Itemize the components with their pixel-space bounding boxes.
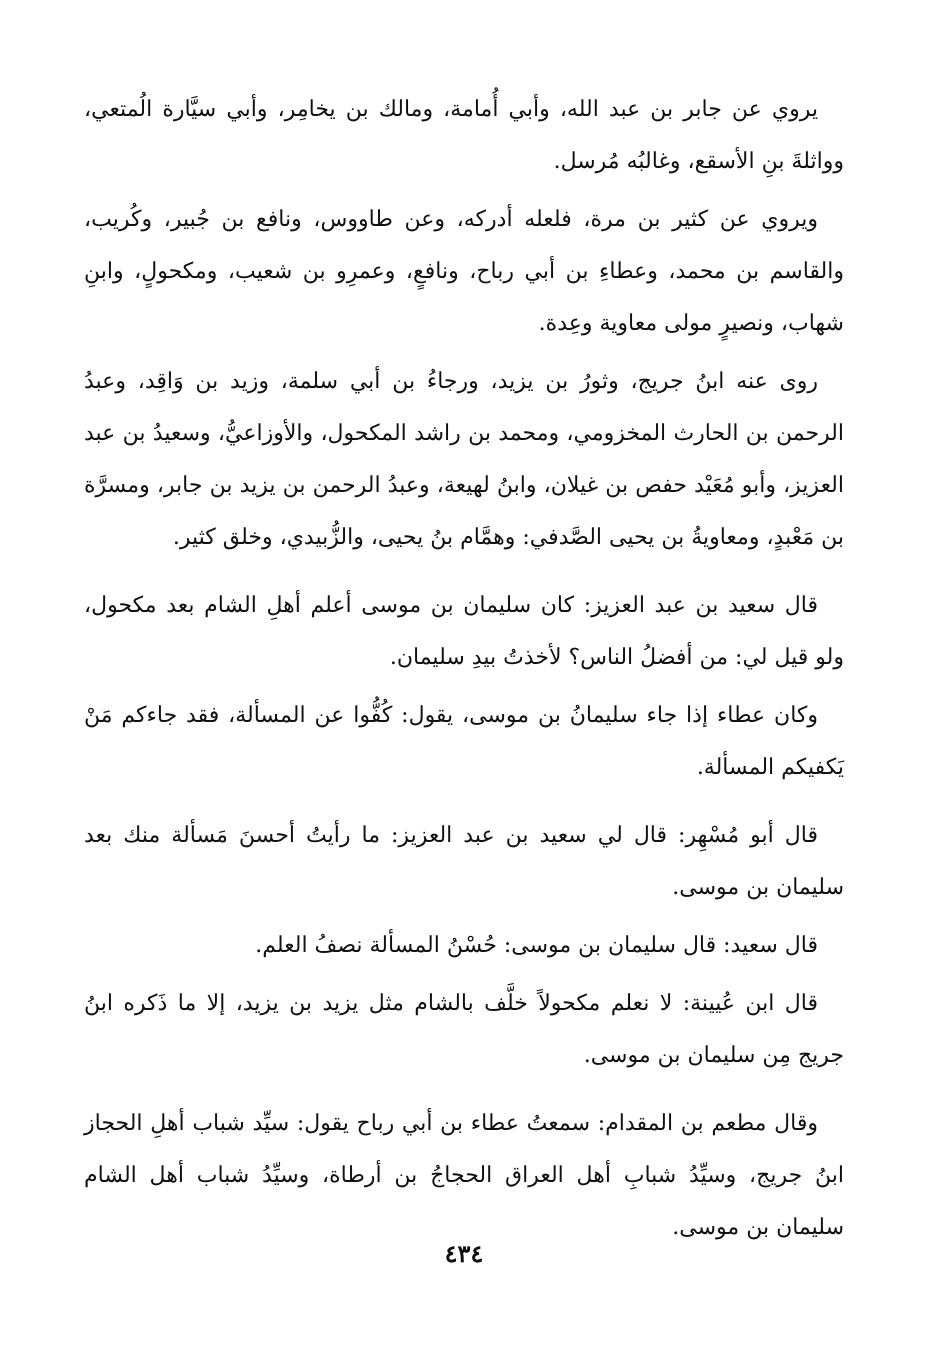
paragraph-quote-said-ibn-abdulaziz: قال سعيد بن عبد العزيز: كان سليمان بن موسى أعلم أهلِ الشام بعد مكحول، ولو قيل لي: من أفضلُ الناس؟ لأخذتُ بيدِ سليمان.: [84, 593, 844, 670]
paragraph-quote-said: قال سعيد: قال سليمان بن موسى: حُسْنُ المسألة نصفُ العلم.: [255, 933, 818, 958]
paragraph-quote-abu-mushir: قال أبو مُسْهِر: قال لي سعيد بن عبد العزيز: ما رأيتُ أحسنَ مَسألة منك بعد سليمان بن موسى.: [84, 823, 844, 900]
paragraph-students: روى عنه ابنُ جريج، وثورُ بن يزيد، ورجاءُ بن أبي سلمة، وزيد بن وَاقِد، وعبدُ الرحمن بن الحارث المخزومي، ومحمد بن راشد المكحول، والأوزاعيُّ، وسعيدُ بن عبد العزيز، وأبو مُعَيْد حفص بن غيلان، وابنُ لهيعة، وعبدُ الرحمن بن يزيد بن جابر، ومسرَّة بن مَعْبدٍ، ومعاويةُ بن يحيى الصَّدفي: وهمَّام بنُ يحيى، والزُّبيدي، وخلق كثير.: [84, 369, 845, 550]
paragraph-quote-ata: وكان عطاء إذا جاء سليمانُ بن موسى، يقول: كُفُّوا عن المسألة، فقد جاءكم مَنْ يَكفيكم المسألة.: [84, 703, 844, 780]
paragraph-quote-mutim: وقال مطعم بن المقدام: سمعتُ عطاء بن أبي رباح يقول: سيِّد شباب أهلِ الحجاز ابنُ جريج، وسيِّدُ شبابِ أهل العراق الحجاجُ بن أرطاة، وسيِّدُ شباب أهل الشام سليمان بن موسى.: [84, 1111, 844, 1240]
page-number: ٤٣٤: [444, 1239, 484, 1268]
page-body: [84, 84, 844, 1344]
paragraph-quote-ibn-uyayna: قال ابن عُيينة: لا نعلم مكحولاً خلَّف بالشام مثل يزيد بن يزيد، إلا ما ذَكره ابنُ جريج مِن سليمان بن موسى.: [84, 991, 844, 1068]
paragraph-narrators-from: يروي عن جابر بن عبد الله، وأبي أُمامة، ومالك بن يخامِر، وأبي سيَّارة الُمتعي، وواثلةَ بنِ الأسقع، وغالبُه مُرسل.: [84, 97, 844, 174]
paragraph-teachers: ويروي عن كثير بن مرة، فلعله أدركه، وعن طاووس، ونافع بن جُبير، وكُريب، والقاسم بن محمد، وعطاءِ بن أبي رباح، ونافعٍ، وعمرِو بن شعيب، ومكحولٍ، وابنِ شهاب، ونصيرٍ مولى معاوية وعِدة.: [84, 207, 844, 336]
